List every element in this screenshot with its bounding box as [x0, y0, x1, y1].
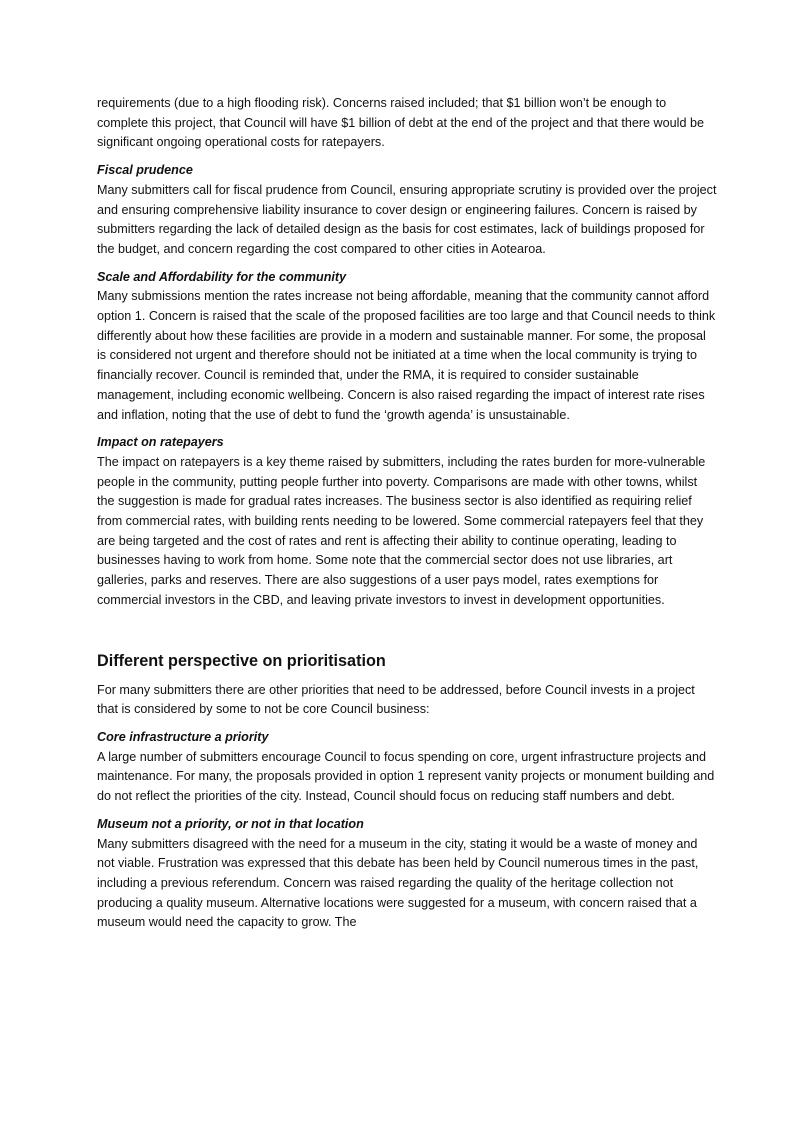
scale-affordability-heading: Scale and Affordability for the community — [97, 269, 347, 284]
museum-heading: Museum not a priority, or not in that location — [97, 816, 364, 831]
museum-paragraph: Many submitters disagreed with the need for a museum in the city, stating it would be a waste of money and not viable. Frustration was expressed that this debate has been held by Council numerous times in the past, including a previous referendum. Concern was raised regarding the quality of the heritage collection not producing a quality museum. Alternative locations were suggested for a museum, with concern raised that a museum would need the capacity to grow. The — [97, 836, 699, 930]
scale-affordability-section — [97, 268, 717, 426]
prioritisation-intro-paragraph: For many submitters there are other priorities that need to be addressed, before Council invests in a project that is considered by some to not be core Council business: — [97, 682, 695, 717]
core-infrastructure-section — [97, 728, 717, 807]
core-infrastructure-heading: Core infrastructure a priority — [97, 729, 269, 744]
impact-ratepayers-paragraph: The impact on ratepayers is a key theme raised by submitters, including the rates burden for more-vulnerable people in the community, putting people further into poverty. Comparisons are made with other towns, whilst the suggestion is made for gradual rates increases. The business sector is also identified as requiring relief from commercial rates, with building rents needing to be lowered. Some commercial ratepayers feel that they are being targeted and the cost of rates and rent is affecting their ability to continue operating, leading to businesses having to work from home. Some note that the commercial sector does not use libraries, art galleries, parks and reserves. There are also suggestions of a user pays model, rates exemptions for commercial investors in the CBD, and leaving private investors to invest in development opportunities. — [97, 454, 706, 607]
fiscal-prudence-section — [97, 161, 717, 260]
scale-affordability-paragraph: Many submissions mention the rates increase not being affordable, meaning that the community cannot afford option 1. Concern is raised that the scale of the proposed facilities are too large and that Council needs to think differently about how these facilities are provide in a modern and sustainable manner. For some, the proposal is considered not urgent and therefore should not be initiated at a time when the local community is trying to financially recover. Council is reminded that, under the RMA, it is required to consider sustainable management, including economic wellbeing. Concern is also raised regarding the impact of interest rate rises and inflation, noting that the use of debt to fund the ‘growth agenda’ is unsustainable. — [97, 289, 716, 422]
fiscal-prudence-paragraph: Many submitters call for fiscal prudence from Council, ensuring appropriate scrutiny is provided over the project and ensuring comprehensive liability insurance to cover design or engineering failures. Concern is raised by submitters regarding the lack of detailed design as the basis for cost estimates, lack of buildings proposed for the budget, and concern regarding the cost compared to other cities in Aotearoa. — [97, 182, 717, 256]
core-infrastructure-paragraph: A large number of submitters encourage Council to focus spending on core, urgent infrastructure projects and maintenance. For many, the proposals provided in option 1 represent vanity projects or monument building and do not reflect the priorities of the city. Instead, Council should focus on reducing staff numbers and debt. — [97, 749, 715, 804]
museum-section — [97, 815, 717, 933]
document-page — [97, 94, 717, 941]
impact-ratepayers-heading: Impact on ratepayers — [97, 435, 224, 450]
continuation-paragraph: requirements (due to a high flooding risk). Concerns raised included; that $1 billion won’t be enough to complete this project, that Council will have $1 billion of debt at the end of the project and that there would be significant ongoing operational costs for ratepayers. — [97, 96, 704, 150]
impact-ratepayers-section — [97, 433, 717, 610]
prioritisation-heading: Different perspective on prioritisation — [97, 651, 386, 670]
fiscal-prudence-heading: Fiscal prudence — [97, 163, 193, 178]
